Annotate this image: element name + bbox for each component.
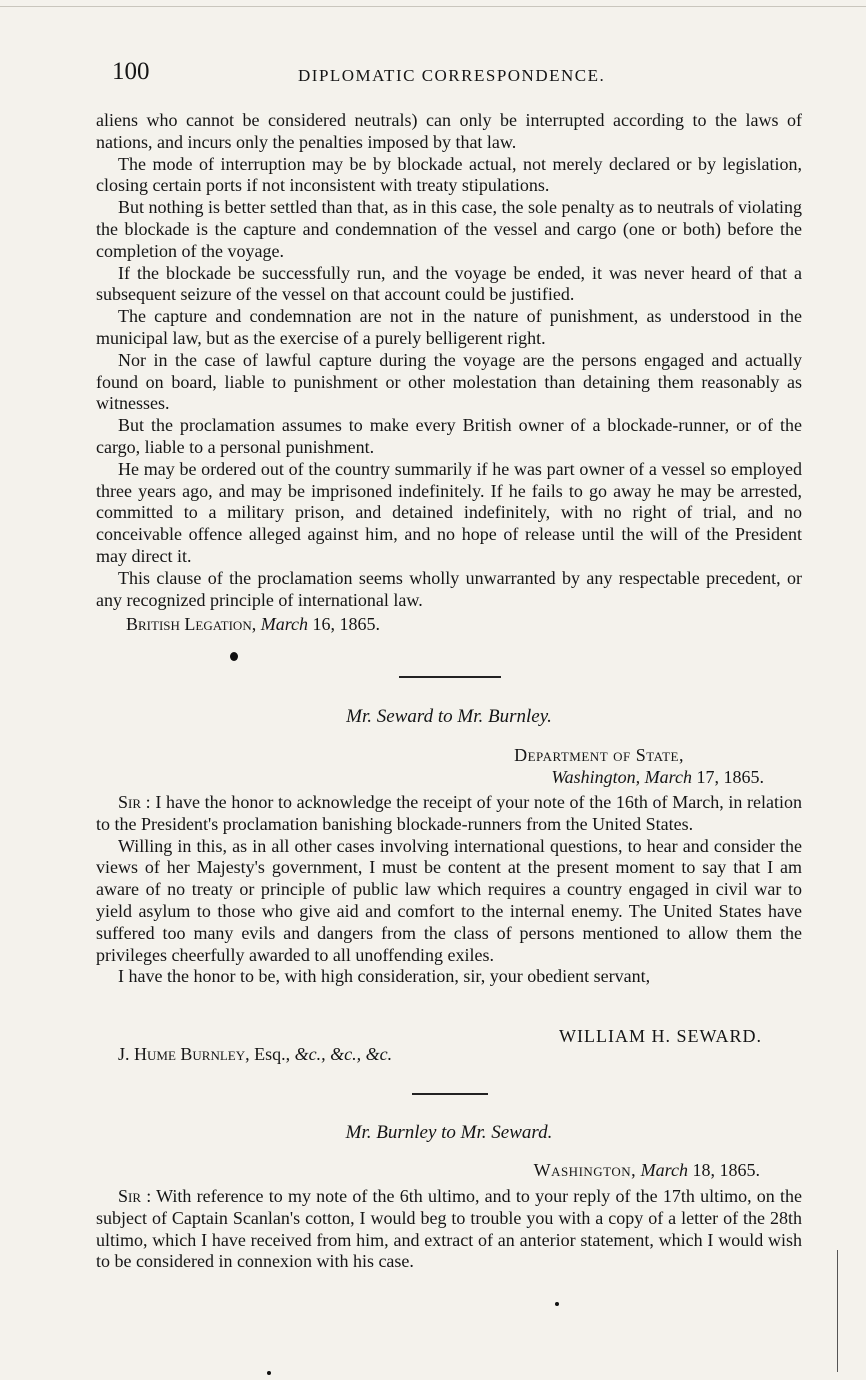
letter2-title: Mr. Burnley to Mr. Seward. xyxy=(345,1122,553,1143)
letter1-dateline-org xyxy=(300,745,684,766)
memo-paragraph: If the blockade be successfully run, and the voyage be ended, it was never heard of that a subsequent seizure of the vessel on that account could be justified. xyxy=(96,262,802,305)
letter2-dateline-month: March xyxy=(640,1160,688,1180)
letter1-title: Mr. Seward to Mr. Burnley. xyxy=(346,706,552,727)
ink-spot xyxy=(230,652,238,661)
ink-speck xyxy=(555,1302,559,1306)
addressee-etc: &c., &c., &c. xyxy=(294,1044,393,1064)
memo-paragraph: The capture and condemnation are not in the nature of punishment, as understood in the municipal law, but as the exercise of a purely belligerent right. xyxy=(96,306,802,348)
memorandum-body xyxy=(96,110,802,636)
letter1-addressee xyxy=(118,1044,392,1065)
page-header xyxy=(112,58,802,94)
memo-paragraph: He may be ordered out of the country summarily if he was part owner of a vessel so employed three years ago, and may be imprisoned indefinitely. If he fails to go away he may be arrested, committed to a military prison, and detained indefinitely, with no right of trial, and no conceivable offence alleged against him, and no hope of release until the will of the President may direct it. xyxy=(96,458,802,566)
memo-paragraph: Nor in the case of lawful capture during the voyage are the persons engaged and actually found on board, liable to punishment or other molestation than detaining them reasonably as witnesses. xyxy=(96,349,802,414)
letter1-dateline-date: 17, 1865. xyxy=(696,767,764,787)
section-divider xyxy=(399,676,501,678)
addressee-suffix: Esq., xyxy=(254,1044,291,1064)
letter1-dateline-place-text: Washington, March xyxy=(551,767,692,787)
letter1-paragraph: Willing in this, as in all other cases involving international questions, to hear and consider the views of her Majesty's government, I must be content at the present moment to say that I am aware of no treaty or principle of public law which requires a country engaged in civil war to yield asylum to those who give aid and comfort to the internal enemy. The United States have suffered too many evils and dangers from the class of persons mentioned to allow them the privileges cheerfully awarded to all unoffending exiles. xyxy=(96,835,802,965)
right-edge-line xyxy=(837,1250,838,1372)
top-edge-rule xyxy=(0,6,866,7)
letter2-dateline-date: 18, 1865. xyxy=(692,1160,760,1180)
page-number: 100 xyxy=(112,58,150,85)
memo-signoff xyxy=(126,614,802,636)
letter1-paragraph-text: I have the honor to acknowledge the receipt of your note of the 16th of March, in relation to the President's proclamation banishing blockade-runners from the United States. xyxy=(96,792,803,834)
letter2-dateline-org: Washington, xyxy=(533,1160,637,1180)
memo-paragraph: aliens who cannot be considered neutrals) can only be interrupted according to the laws of nations, and incurs only the penalties imposed by that law. xyxy=(96,110,802,152)
letter1-paragraph: I have the honor to be, with high consideration, sir, your obedient servant, xyxy=(118,966,651,987)
letter2-body xyxy=(96,1186,802,1273)
letter1-dateline-org-text: Department of State, xyxy=(514,745,684,765)
letter2-dateline xyxy=(300,1160,760,1181)
letter2-paragraph xyxy=(96,1186,802,1273)
section-divider xyxy=(412,1093,488,1095)
running-title: DIPLOMATIC CORRESPONDENCE. xyxy=(298,66,606,85)
letter1-body xyxy=(96,792,802,988)
letter1-paragraph xyxy=(96,792,802,836)
ink-speck xyxy=(267,1371,271,1375)
memo-signoff-month: March xyxy=(260,614,309,635)
letter2-paragraph-text: With reference to my note of the 6th ultimo, and to your reply of the 17th ultimo, on the subject of Captain Scanlan's cotton, I would beg to trouble you with a copy of a letter of the 28th ultimo, which I have received from him, and extract of an anterior statement, which I would wish to be considered in connexion with his case. xyxy=(96,1186,802,1272)
memo-paragraph: But nothing is better settled than that, as in this case, the sole penalty as to neutrals of violating the blockade is the capture and condemnation of the vessel and cargo (one or both) before the completion of the voyage. xyxy=(96,197,802,261)
letter1-dateline-place xyxy=(300,767,764,788)
letter1-salutation: Sir : xyxy=(118,792,151,812)
memo-paragraph: The mode of interruption may be by blockade actual, not merely declared or by legislation, closing certain ports if not inconsistent with treaty stipulations. xyxy=(96,153,802,196)
memo-signoff-date: 16, 1865. xyxy=(312,614,381,635)
addressee-name: J. Hume Burnley, xyxy=(118,1044,250,1064)
memo-paragraph: This clause of the proclamation seems wholly unwarranted by any respectable precedent, or any recognized principle of international law. xyxy=(96,567,802,610)
memo-paragraph: But the proclamation assumes to make every British owner of a blockade-runner, or of the cargo, liable to a personal punishment. xyxy=(96,415,802,457)
letter2-salutation: Sir : xyxy=(118,1186,152,1206)
memo-signoff-org: British Legation, xyxy=(126,614,257,635)
letter1-signature: WILLIAM H. SEWARD. xyxy=(559,1026,762,1046)
